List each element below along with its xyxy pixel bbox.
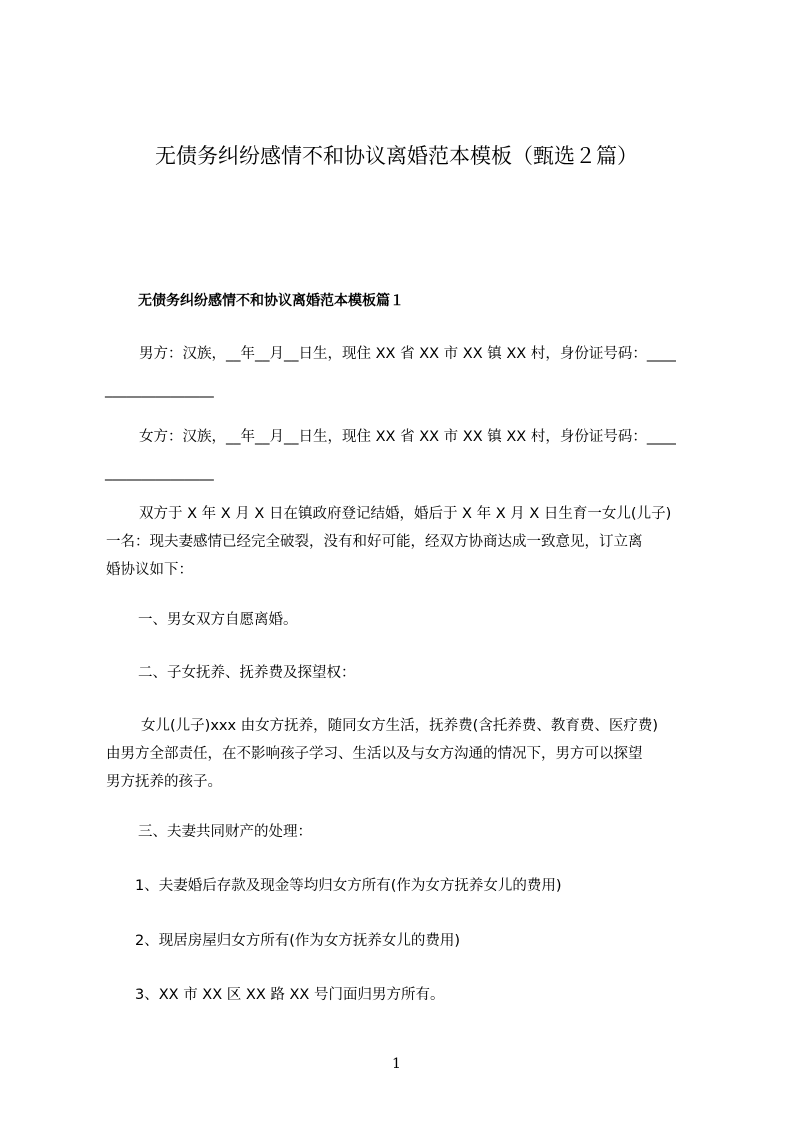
male-party-line-1: 男方：汉族，__年__月__日生，现住 XX 省 XX 市 XX 镇 XX 村，身份证号码：____ (139, 346, 676, 362)
clause-1: 一、男女双方自愿离婚。 (138, 612, 298, 628)
marriage-line-3: 婚协议如下： (106, 562, 193, 578)
custody-paragraph (106, 714, 658, 794)
marriage-line-1: 双方于 X 年 X 月 X 日在镇政府登记结婚，婚后于 X 年 X 月 X 日生育一女儿(儿子) (139, 506, 672, 522)
male-party-paragraph (105, 342, 676, 402)
page-number: 1 (392, 1056, 401, 1072)
female-party-id-blank: _______________ (105, 465, 214, 481)
male-party-id-blank: _______________ (105, 382, 214, 398)
property-item-1: 1、夫妻婚后存款及现金等均归女方所有(作为女方抚养女儿的费用) (135, 878, 562, 894)
female-party-line-1: 女方：汉族，__年__月__日生，现住 XX 省 XX 市 XX 镇 XX 村，身份证号码：____ (139, 429, 676, 445)
property-item-2: 2、现居房屋归女方所有(作为女方抚养女儿的费用) (135, 933, 461, 949)
clause-3: 三、夫妻共同财产的处理： (138, 824, 312, 840)
marriage-paragraph (106, 502, 672, 582)
clause-2: 二、子女抚养、抚养费及探望权： (138, 665, 356, 681)
marriage-line-2: 一名：现夫妻感情已经完全破裂，没有和好可能，经双方协商达成一致意见，订立离 (106, 534, 643, 550)
property-item-3: 3、XX 市 XX 区 XX 路 XX 号门面归男方所有。 (135, 987, 445, 1003)
custody-line-2: 由男方全部责任，在不影响孩子学习、生活以及与女方沟通的情况下，男方可以探望 (106, 746, 643, 762)
female-party-paragraph (105, 425, 676, 485)
section-heading: 无债务纠纷感情不和协议离婚范本模板篇１ (138, 293, 404, 309)
custody-line-1: 女儿(儿子)xxx 由女方抚养，随同女方生活，抚养费(含托养费、教育费、医疗费) (141, 718, 658, 734)
document-title: 无债务纠纷感情不和协议离婚范本模板（甄选２篇） (155, 144, 638, 168)
custody-line-3: 男方抚养的孩子。 (106, 774, 222, 790)
